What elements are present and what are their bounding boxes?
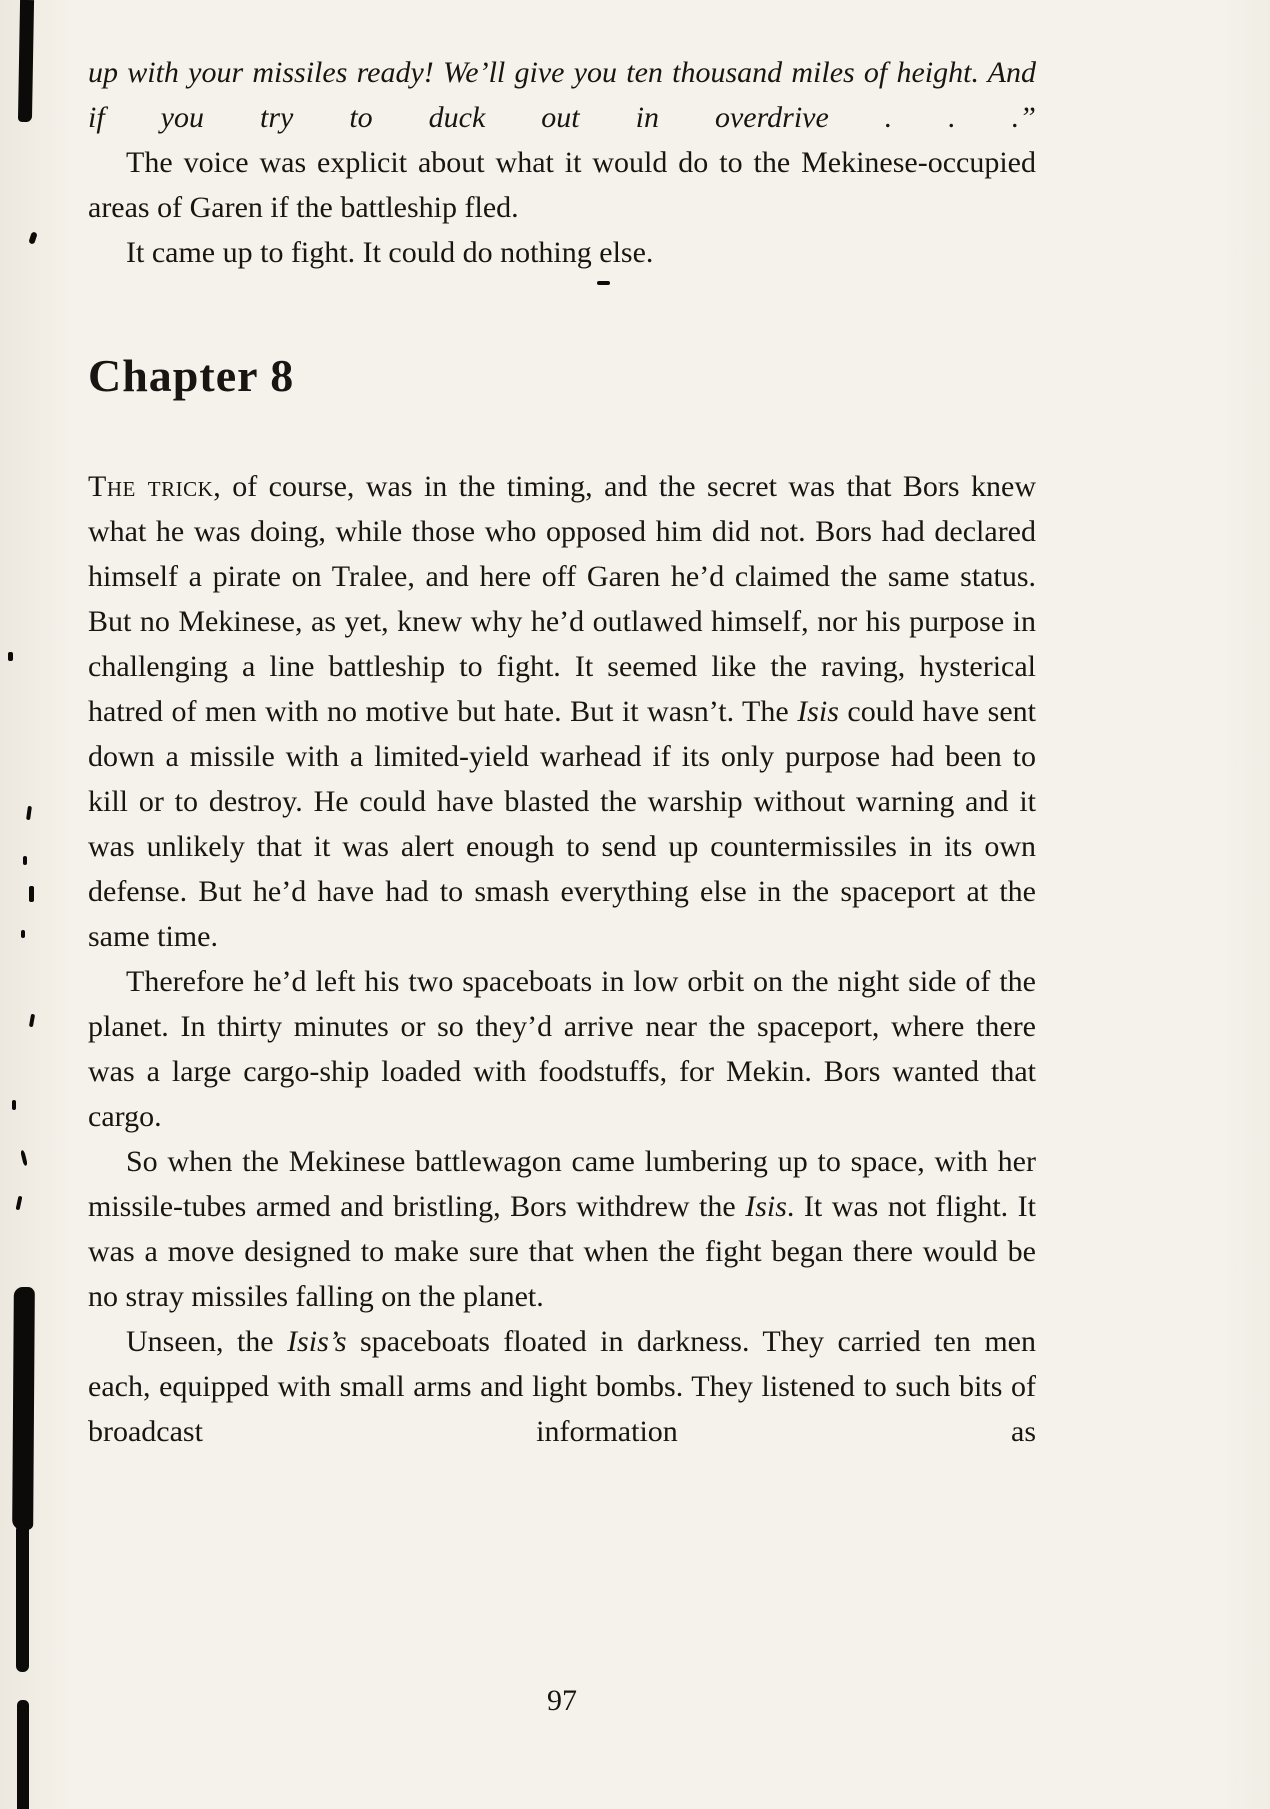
text-run: Unseen, the — [126, 1324, 288, 1358]
scan-artifact-bottom-left-blob — [12, 1287, 35, 1530]
italic-run: Isis — [797, 694, 839, 728]
chapter-heading: Chapter 8 — [88, 350, 295, 401]
scan-artifact-speck — [26, 806, 32, 820]
paragraph — [88, 1319, 1036, 1454]
scan-artifact-speck — [12, 1100, 16, 1110]
scan-artifact-speck — [20, 1150, 28, 1166]
text-run: Therefore he’d left his two spaceboats in low orbit on the night side of the planet. In thirty minutes or so they’d arrive near the spaceport, where there was a large cargo-ship loaded with foodstuffs, for Mekin. Bors wanted that cargo. — [88, 964, 1036, 1133]
scan-artifact-top-left-bar — [18, 0, 34, 122]
scan-artifact-speck — [8, 652, 13, 661]
paragraph — [88, 464, 1036, 959]
text-run: . It was not flight. It was a move designed to make sure that when the fight began there would be no stray missiles falling on the planet. — [88, 1189, 1037, 1313]
page-content — [88, 50, 1036, 1454]
italic-run: up with your missiles ready! We’ll give you ten thousand miles of height. And if you try to duck out in overdrive . . .” — [88, 56, 1036, 134]
scan-artifact-speck — [21, 930, 25, 938]
paragraph — [88, 230, 1036, 275]
scan-artifact-speck — [28, 231, 37, 244]
paragraph — [88, 50, 1036, 140]
scan-artifact-speck — [29, 886, 34, 902]
italic-run: Isis — [745, 1189, 787, 1223]
page-number: 97 — [547, 1684, 577, 1717]
scan-artifact-speck — [16, 1196, 23, 1211]
smallcaps-run: The trick — [88, 469, 214, 503]
scan-artifact-speck — [29, 1014, 35, 1027]
italic-run: Isis’s — [287, 1324, 347, 1358]
text-run: So when the Mekinese battlewagon came lumbering up to space, with her missile-tubes armed and bristling, Bors withdrew the — [88, 1144, 1036, 1223]
scan-artifact-speck — [23, 856, 27, 865]
paragraph — [88, 140, 1036, 230]
text-run: spaceboats floated in darkness. They carried ten men each, equipped with small arms and light bombs. They listened to such bits of broadcast information as — [88, 1324, 1036, 1448]
scan-artifact-bottom-left-bar — [16, 1524, 29, 1672]
text-run: The voice was explicit about what it would do to the Mekinese-occupied areas of Garen if the battleship fled. — [88, 146, 1036, 224]
scan-artifact-bottom-left-tail — [17, 1700, 29, 1809]
text-run: , of course, was in the timing, and the secret was that Bors knew what he was doing, while those who opposed him did not. Bors had declared himself a pirate on Tralee, and here off Garen he’d claimed the same status. But no Mekinese, as yet, knew why he’d outlawed himself, nor his purpose in challenging a line battleship to fight. It seemed like the raving, hysterical hatred of men with no motive but hate. But it wasn’t. The — [88, 469, 1036, 728]
paragraph — [88, 1139, 1036, 1319]
text-run: It came up to fight. It could do nothing else. — [126, 236, 654, 269]
text-run: could have sent down a missile with a limited-yield warhead if its only purpose had been to kill or to destroy. He could have blasted the warship without warning and it was unlikely that it was alert enough to send up countermissiles in its own defense. But he’d have had to smash everything else in the spaceport at the same time. — [88, 694, 1037, 953]
paragraph — [88, 959, 1036, 1139]
